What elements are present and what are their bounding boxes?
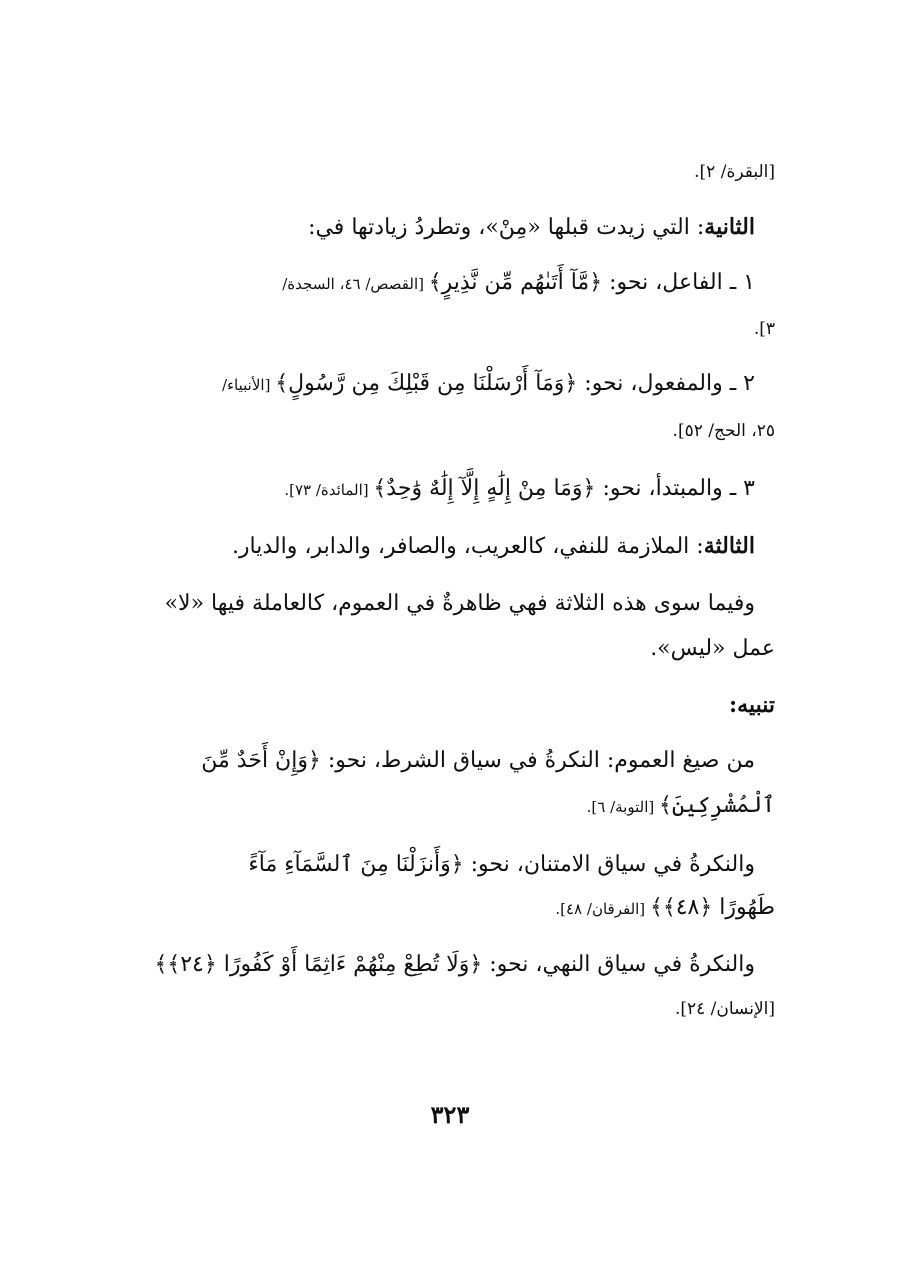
page-number: ٣٢٣: [430, 1100, 470, 1129]
paragraph-imtinan: والنكرةُ في سياق الامتنان، نحو: ﴿وَأَنزَلْنَا مِنَ ٱلسَّمَآءِ مَآءً: [248, 852, 755, 877]
quran-verse: ﴿مَّآ أَتَىٰهُم مِّن نَّذِيرٍ﴾: [428, 270, 603, 295]
paragraph-others-continuation: عمل «ليس».: [650, 636, 775, 661]
item-3-mubtada: ٣ ـ والمبتدأ، نحو: ﴿وَمَا مِنْ إِلَٰهٍ إِلَّآ إِلَٰهٌ وَٰحِدٌ﴾ [المائدة/ ٧٣].: [284, 476, 755, 501]
paragraph-others: وفيما سوى هذه الثلاثة فهي ظاهرةٌ في العموم، كالعاملة فيها «لا»: [164, 591, 755, 616]
heading-third: الثالثة: [703, 533, 755, 559]
paragraph-second: الثانية: التي زيدت قبلها «مِنْ»، وتطردُ زيادتها في:: [308, 214, 755, 240]
paragraph-imtinan-continuation: [123, 893, 775, 924]
heading-tanbih: تنبيه:: [729, 692, 775, 718]
item-2-continuation: ٢٥، الحج/ ٥٢].: [672, 421, 775, 441]
quran-verse: طَهُورًا ﴿٤٨﴾﴾: [649, 895, 775, 920]
quran-verse: ﴿وَأَنزَلْنَا مِنَ ٱلسَّمَآءِ مَآءً: [248, 852, 464, 877]
quran-verse: ٱلْمُشْرِكِينَ﴾: [658, 793, 775, 818]
verse-reference: [التوبة/ ٦].: [586, 798, 659, 816]
verse-reference: [الفرقان/ ٤٨].: [555, 900, 650, 918]
quran-verse: ﴿وَمَآ أَرْسَلْنَا مِن قَبْلِكَ مِن رَّسُولٍ﴾: [275, 371, 578, 396]
paragraph-nahy: والنكرةُ في سياق النهي، نحو: ﴿وَلَا تُطِعْ مِنْهُمْ ءَاثِمًا أَوْ كَفُورًا ﴿٢٤﴾﴾: [154, 952, 755, 977]
paragraph-third: الثالثة: الملازمة للنفي، كالعريب، والصافر، والدابر، والديار.: [231, 533, 755, 559]
verse-reference: [القصص/ ٤٦، السجدة/: [282, 275, 429, 293]
item-2-maf3ul: ٢ ـ والمفعول، نحو: ﴿وَمَآ أَرْسَلْنَا مِن قَبْلِكَ مِن رَّسُولٍ﴾ [الأنبياء/: [221, 371, 755, 396]
heading-second: الثانية: [704, 214, 755, 240]
quran-verse: ﴿وَإِنْ أَحَدٌ مِّنَ: [201, 748, 321, 773]
verse-reference: [المائدة/ ٧٣].: [284, 481, 374, 499]
item-1-continuation: ٣].: [753, 319, 775, 339]
quran-verse: ﴿وَلَا تُطِعْ مِنْهُمْ ءَاثِمًا أَوْ كَفُورًا ﴿٢٤﴾﴾: [154, 952, 483, 977]
verse-reference: [الأنبياء/: [221, 376, 276, 394]
paragraph-nahy-reference: [الإنسان/ ٢٤].: [674, 999, 775, 1019]
paragraph-shart-continuation: [123, 791, 775, 822]
reference-baqarah: [البقرة/ ٢].: [694, 162, 775, 182]
paragraph-shart: من صيغ العموم: النكرةُ في سياق الشرط، نحو: ﴿وَإِنْ أَحَدٌ مِّنَ: [201, 748, 755, 773]
item-1-fa3il: ١ ـ الفاعل، نحو: ﴿مَّآ أَتَىٰهُم مِّن نَّذِيرٍ﴾ [القصص/ ٤٦، السجدة/: [282, 270, 755, 295]
quran-verse: ﴿وَمَا مِنْ إِلَٰهٍ إِلَّآ إِلَٰهٌ وَٰحِدٌ﴾: [373, 476, 596, 501]
